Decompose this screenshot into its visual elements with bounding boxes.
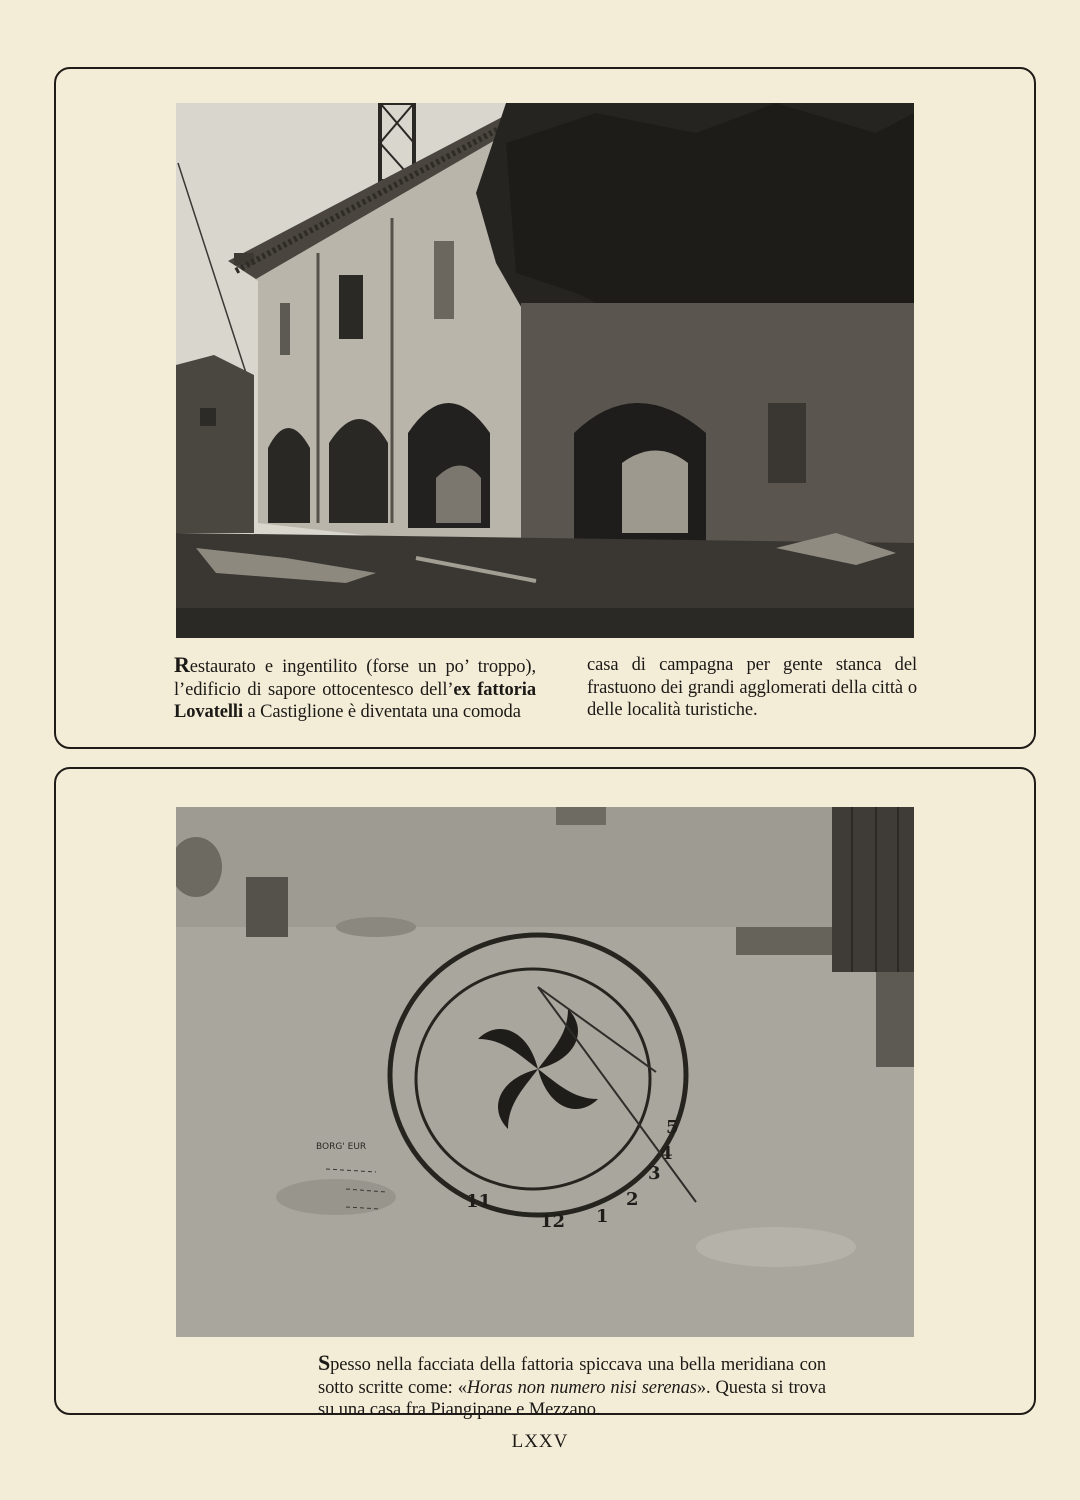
caption-initial: R bbox=[174, 652, 190, 677]
caption-top-right: casa di campagna per gente stanca del frastuono dei grandi agglomerati della città o delle località turistiche. bbox=[587, 655, 917, 720]
sundial-numeral: 12 bbox=[540, 1211, 566, 1232]
caption-text: estaurato e ingentilito (forse un po’ troppo), l’edificio di sapore ottocentesco dell’ bbox=[174, 657, 536, 700]
caption-motto: Horas non numero nisi serenas bbox=[466, 1377, 697, 1398]
sundial-photo bbox=[176, 807, 914, 1337]
farmhouse-photo-graphic bbox=[176, 103, 914, 638]
caption-text: pesso nella facciata della fattoria spiccava una bella meridiana con sotto scritte come: « bbox=[318, 1355, 826, 1398]
wall-inscription: BORG' EUR bbox=[316, 1142, 367, 1152]
sundial-numeral: 3 bbox=[648, 1163, 661, 1184]
sundial-numeral: 4 bbox=[660, 1143, 673, 1164]
caption-bottom bbox=[318, 1352, 826, 1422]
sundial-numeral: 5 bbox=[666, 1117, 679, 1138]
sundial-numeral: 2 bbox=[626, 1189, 639, 1210]
caption-top-left bbox=[174, 654, 536, 724]
caption-text: a Castiglione è diventata una comoda bbox=[242, 702, 521, 722]
sundial-photo-graphic bbox=[176, 807, 914, 1337]
farmhouse-photo bbox=[176, 103, 914, 638]
page-number: LXXV bbox=[511, 1431, 569, 1452]
sundial-numeral: 1 bbox=[596, 1206, 609, 1227]
caption-emphasis: ex fattoria Lovatelli bbox=[174, 679, 536, 722]
bottom-panel bbox=[54, 767, 1036, 1420]
caption-initial: S bbox=[318, 1350, 331, 1375]
caption-text: ». Questa si trova su una casa fra Piangipane e Mezzano. bbox=[318, 1377, 826, 1420]
sundial-numeral: 11 bbox=[466, 1191, 492, 1212]
top-panel bbox=[54, 67, 1036, 749]
